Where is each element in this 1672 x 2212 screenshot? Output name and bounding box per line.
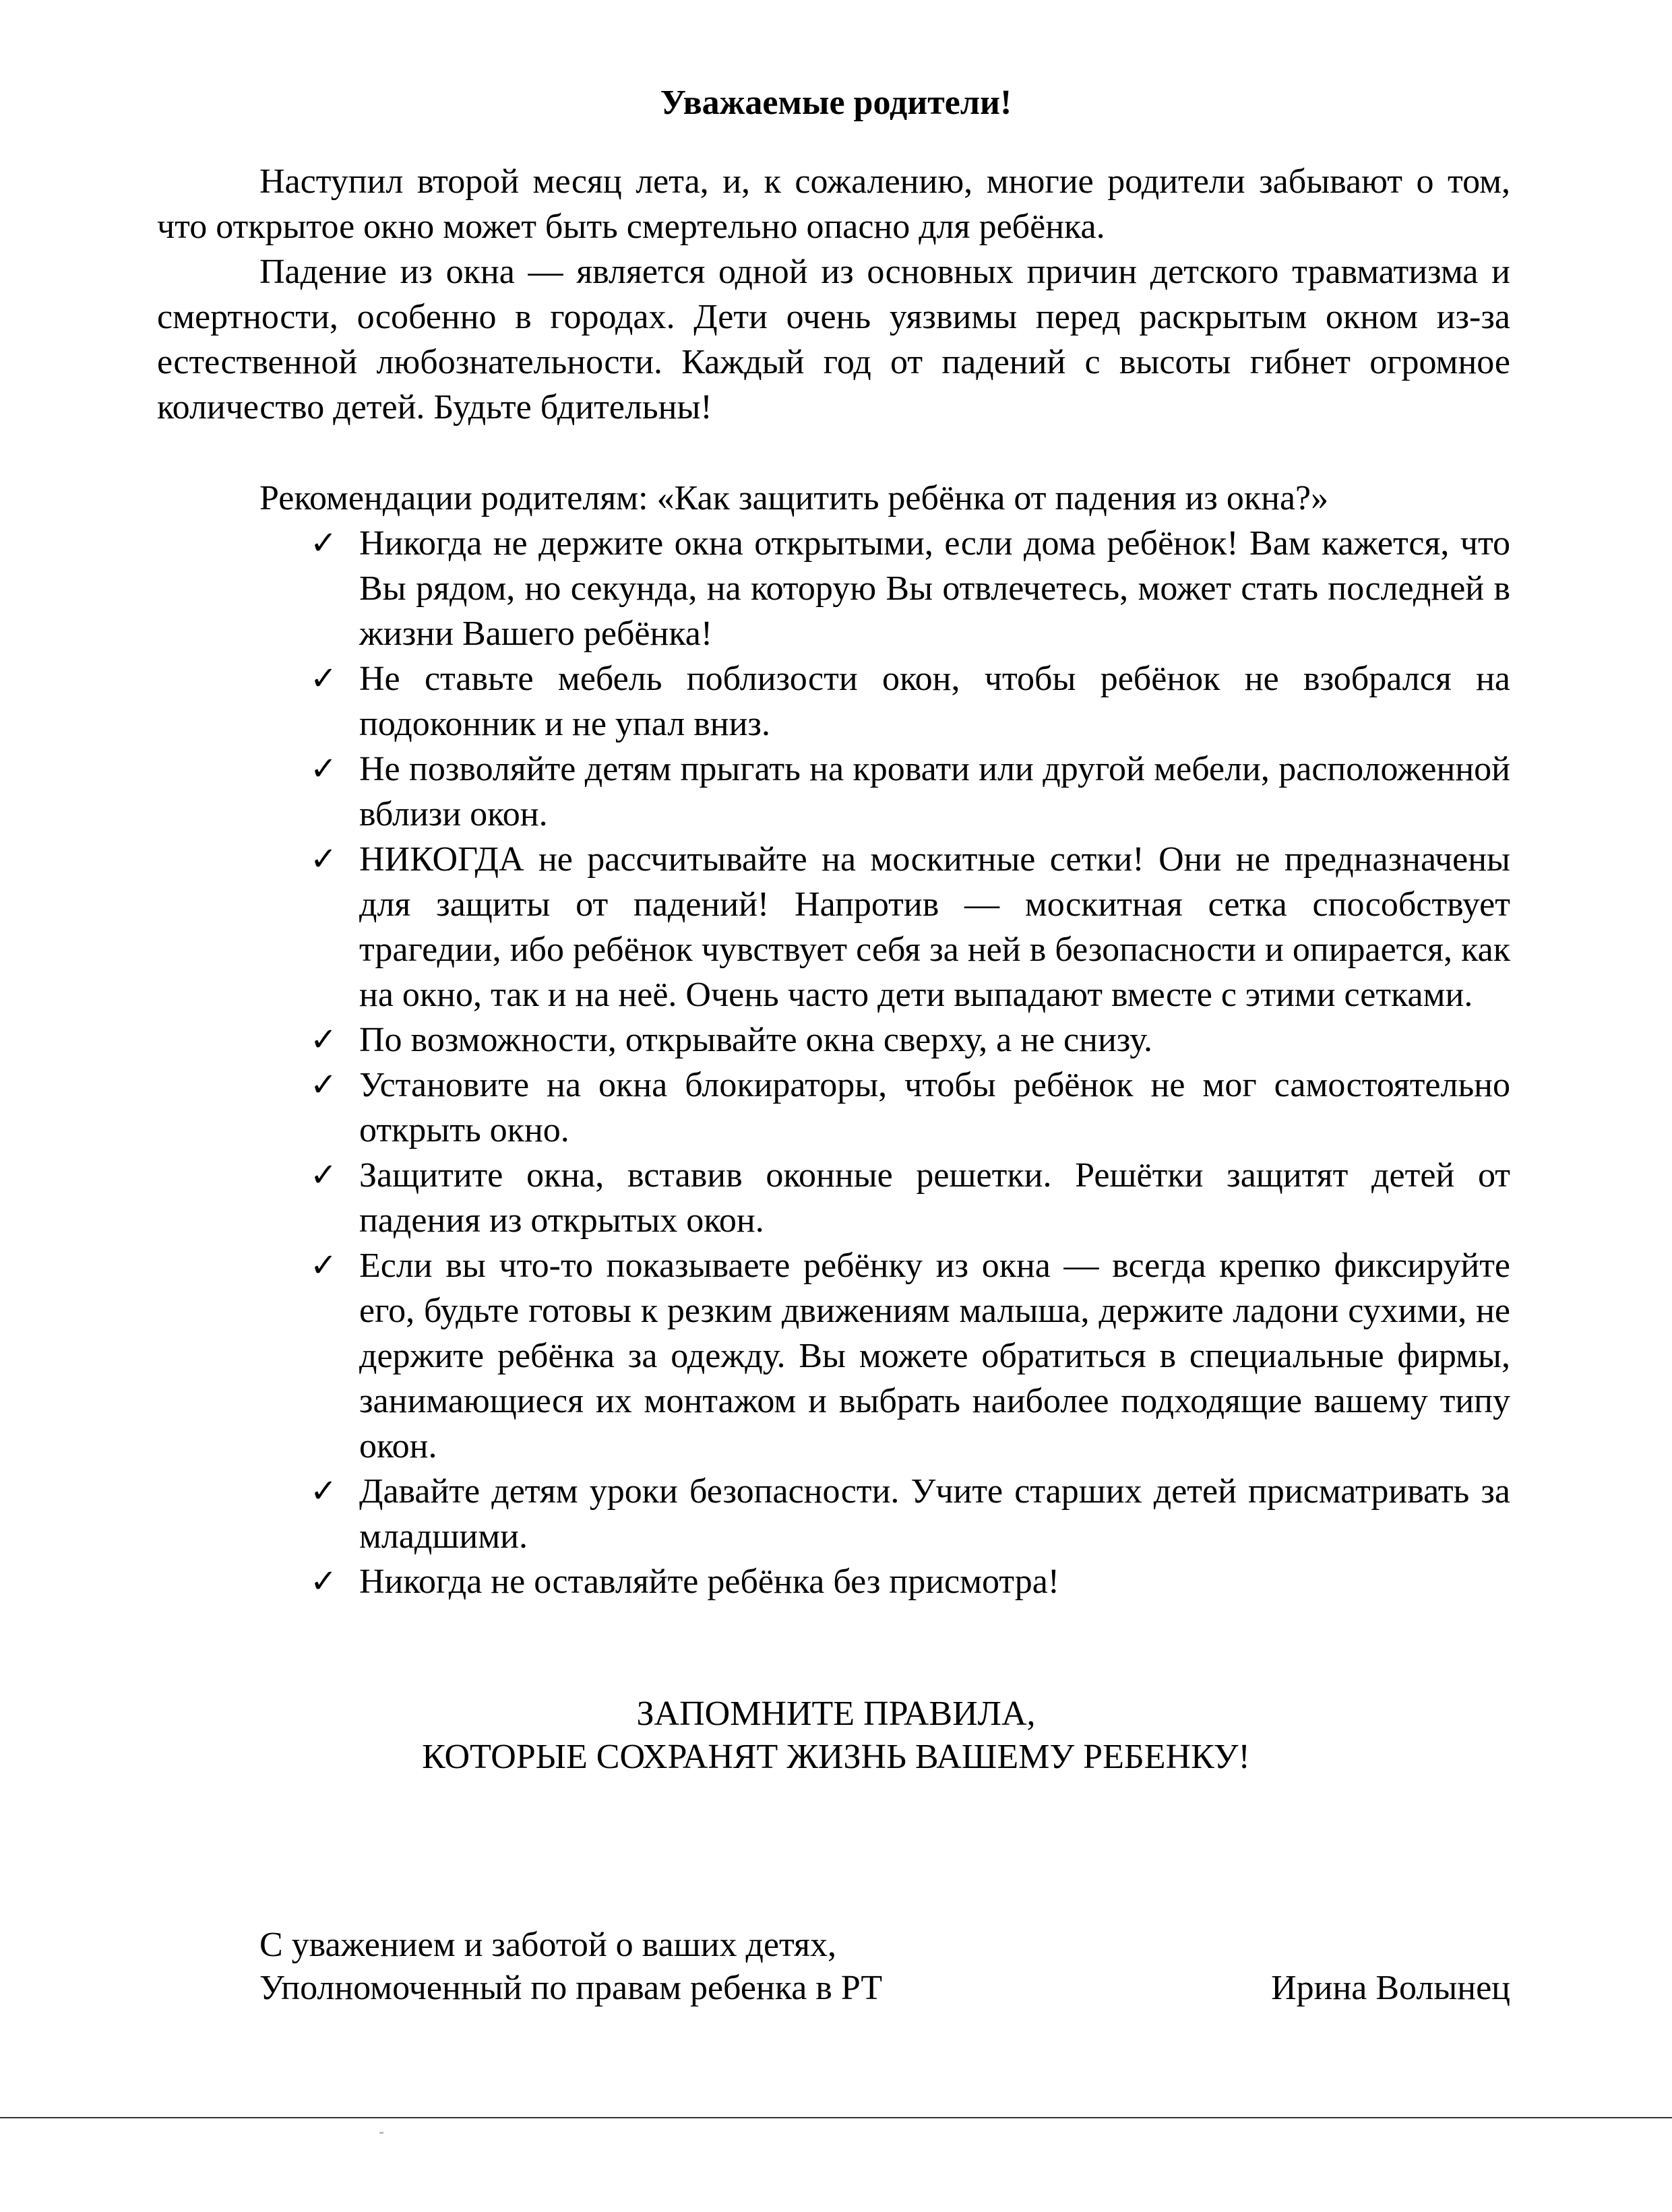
- recommendation-item: [310, 1559, 1510, 1604]
- recommendation-text: Не ставьте мебель поблизости окон, чтобы ребёнок не взобрался на подоконник и не упал вниз.: [359, 660, 1510, 743]
- signature-row: [259, 1967, 1510, 2010]
- signature-closing: С уважением и заботой о ваших детях,: [259, 1926, 836, 1964]
- recommendation-text: Защитите окна, вставив оконные решетки. Решётки защитят детей от падения из открытых окон.: [359, 1156, 1510, 1240]
- intro-paragraph: Наступил второй месяц лета, и, к сожалению, многие родители забывают о том, что открытое окно может быть смертельно опасно для ребёнка.: [157, 162, 1510, 246]
- footer-divider: [0, 2117, 1672, 2118]
- recommendation-text: Установите на окна блокираторы, чтобы ребёнок не мог самостоятельно открыть окно.: [359, 1066, 1510, 1149]
- document-title: Уважаемые родители!: [660, 84, 1012, 122]
- recommendations-list: [310, 521, 1510, 1604]
- recommendation-text: По возможности, открывайте окна сверху, а не снизу.: [359, 1021, 1153, 1059]
- check-mark-icon: ✓: [310, 1066, 338, 1104]
- recommendation-text: Никогда не оставляйте ребёнка без присмотра!: [359, 1562, 1060, 1601]
- recommendation-item: [310, 521, 1510, 656]
- signature-block: [259, 1924, 1510, 2010]
- recommendations-heading: Рекомендации родителям: «Как защитить ребёнка от падения из окна?»: [259, 479, 1329, 517]
- recommendation-text: НИКОГДА не рассчитывайте на москитные сетки! Они не предназначены для защиты от падений! Напротив — москитная сетка способствует трагедии, ибо ребёнок чувствует себя за ней в безопасности и опирается, как на окно, так и на неё. Очень часто дети выпадают вместе с этими сетками.: [359, 840, 1510, 1014]
- recommendation-item: [310, 1017, 1510, 1063]
- recommendation-item: [310, 1063, 1510, 1153]
- check-mark-icon: ✓: [310, 1021, 338, 1058]
- recommendation-item: [310, 747, 1510, 837]
- recommendation-item: [310, 656, 1510, 747]
- signature-position: Уполномоченный по правам ребенка в РТ: [259, 1969, 883, 2007]
- recommendation-text: Не позволяйте детям прыгать на кровати или другой мебели, расположенной вблизи окон.: [359, 750, 1510, 833]
- check-mark-icon: ✓: [310, 1562, 338, 1600]
- signature-name: Ирина Волынец: [1271, 1969, 1510, 2007]
- footer-mark: [379, 2132, 383, 2134]
- intro-paragraph: Падение из окна — является одной из основных причин детского травматизма и смертности, особенно в городах. Дети очень уязвимы перед раскрытым окном из-за естественной любознательности. Каждый год от падений с высоты гибнет огромное количество детей. Будьте бдительны!: [157, 253, 1510, 426]
- check-mark-icon: ✓: [310, 840, 338, 878]
- remember-line: КОТОРЫЕ СОХРАНЯТ ЖИЗНЬ ВАШЕМУ РЕБЕНКУ!: [422, 1738, 1250, 1776]
- recommendation-item: [310, 1243, 1510, 1469]
- remember-banner: [0, 1693, 1672, 1779]
- check-mark-icon: ✓: [310, 524, 338, 562]
- recommendation-item: [310, 1469, 1510, 1559]
- check-mark-icon: ✓: [310, 1246, 338, 1284]
- recommendation-item: [310, 1153, 1510, 1243]
- recommendation-text: Давайте детям уроки безопасности. Учите старших детей присматривать за младшими.: [359, 1472, 1510, 1556]
- intro-section: [157, 159, 1510, 430]
- recommendation-text: Если вы что-то показываете ребёнку из окна — всегда крепко фиксируйте его, будьте готовы к резким движениям малыша, держите ладони сухими, не держите ребёнка за одежду. Вы можете обратиться в специальные фирмы, занимающиеся их монтажом и выбрать наиболее подходящие вашему типу окон.: [359, 1246, 1510, 1465]
- check-mark-icon: ✓: [310, 750, 338, 788]
- recommendation-text: Никогда не держите окна открытыми, если дома ребёнок! Вам кажется, что Вы рядом, но секунда, на которую Вы отвлечетесь, может стать последней в жизни Вашего ребёнка!: [359, 524, 1510, 653]
- check-mark-icon: ✓: [310, 660, 338, 697]
- check-mark-icon: ✓: [310, 1156, 338, 1194]
- recommendation-item: [310, 837, 1510, 1017]
- check-mark-icon: ✓: [310, 1472, 338, 1510]
- remember-line: ЗАПОМНИТЕ ПРАВИЛА,: [636, 1695, 1036, 1733]
